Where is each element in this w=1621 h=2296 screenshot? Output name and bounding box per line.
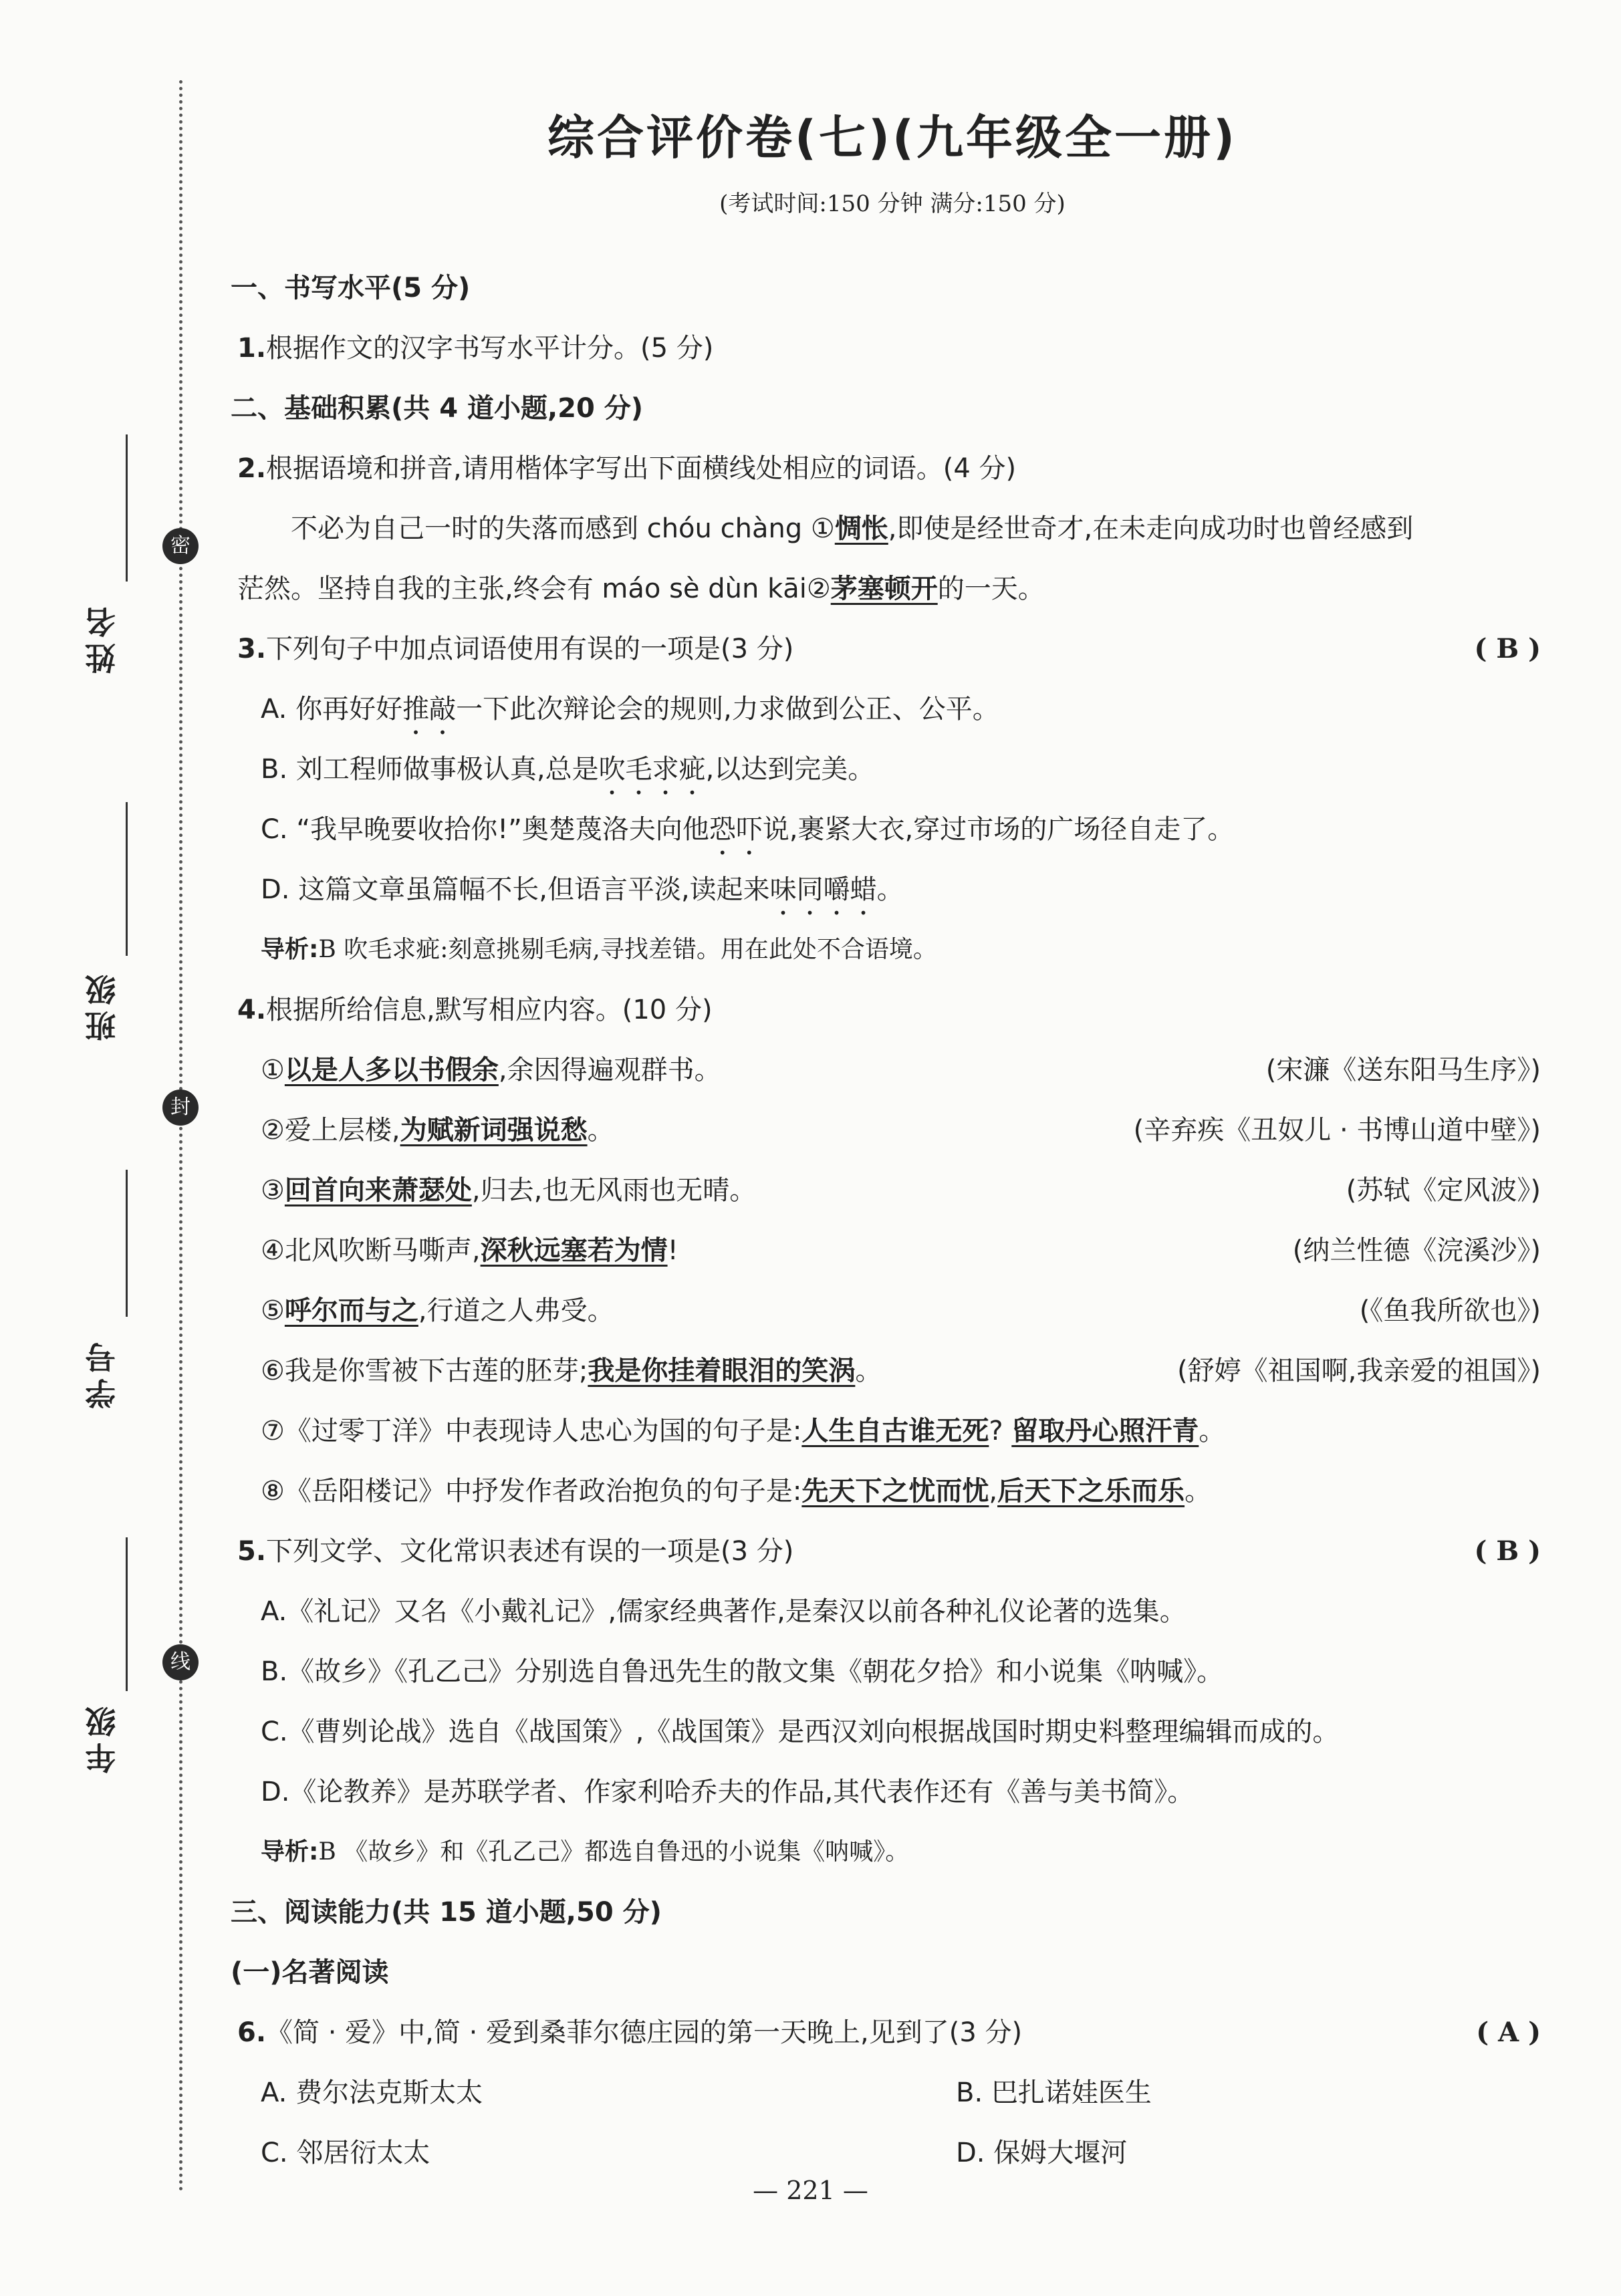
grade-blank-line bbox=[126, 1537, 128, 1691]
option-d bbox=[231, 860, 1554, 920]
dotted-word: 味同嚼蜡 bbox=[769, 874, 877, 905]
analysis-text: B 吹毛求疵:刻意挑剔毛病,寻找差错。用在此处不合语境。 bbox=[318, 936, 937, 963]
option-a bbox=[231, 679, 1554, 739]
answer-phrase: 以是人多以书假余 bbox=[284, 1055, 499, 1086]
recitation-line-4 bbox=[231, 1221, 1554, 1281]
line-text: ②爱上层楼, bbox=[261, 1115, 400, 1146]
answer-word: 茅塞顿开 bbox=[830, 573, 938, 604]
recitation-line-6 bbox=[231, 1341, 1554, 1401]
recitation-line-2 bbox=[231, 1100, 1554, 1160]
option-d: D. 保姆大堰河 bbox=[956, 2138, 1128, 2168]
line-text: ④北风吹断马嘶声, bbox=[261, 1235, 481, 1266]
question-text: 根据所给信息,默写相应内容。(10 分) bbox=[266, 995, 713, 1025]
line-text: ③ bbox=[261, 1175, 285, 1206]
answer-word: 惆怅 bbox=[834, 513, 888, 544]
answer-choice: ( B ) bbox=[1474, 633, 1541, 664]
answer-choice: ( B ) bbox=[1474, 1535, 1541, 1567]
student-id-blank-line bbox=[126, 1170, 128, 1317]
name-blank-line bbox=[126, 434, 128, 582]
source-citation: (《鱼我所欲也》) bbox=[1359, 1295, 1541, 1326]
question-text: 根据语境和拼音,请用楷体字写出下面横线处相应的词语。(4 分) bbox=[266, 453, 1017, 484]
line-text: ⑤ bbox=[261, 1295, 285, 1326]
analysis-text: B 《故乡》和《孔乙己》都选自鲁迅的小说集《呐喊》。 bbox=[318, 1838, 910, 1866]
answer-phrase: 留取丹心照汗青 bbox=[1011, 1416, 1199, 1446]
answer-choice: ( A ) bbox=[1476, 2017, 1541, 2048]
question-text: 下列句子中加点词语使用有误的一项是(3 分) bbox=[266, 634, 794, 664]
seal-feng: 封 bbox=[162, 1090, 199, 1126]
class-label: 班级 bbox=[84, 969, 120, 1041]
question-text: 下列文学、文化常识表述有误的一项是(3 分) bbox=[266, 1536, 794, 1567]
question-6 bbox=[231, 2003, 1554, 2063]
exam-content bbox=[231, 100, 1554, 2183]
seal-xian: 线 bbox=[162, 1644, 199, 1680]
page-subtitle: (考试时间:150 分钟 满分:150 分) bbox=[719, 190, 1066, 217]
option-text: D. 这篇文章虽篇幅不长,但语言平淡,读起来 bbox=[261, 874, 770, 905]
answer-phrase: 回首向来萧瑟处 bbox=[284, 1175, 472, 1206]
option-d: D.《论教养》是苏联学者、作家利哈乔夫的作品,其代表作还有《善与美书简》。 bbox=[261, 1777, 1195, 1807]
line-text: 。 bbox=[1199, 1416, 1226, 1446]
option-text: 一下此次辩论会的规则,力求做到公正、公平。 bbox=[456, 694, 999, 725]
source-citation: (宋濂《送东阳马生序》) bbox=[1265, 1055, 1541, 1086]
page-number: — 221 — bbox=[753, 2176, 868, 2205]
question-number: 2. bbox=[237, 453, 267, 484]
line-text: 。 bbox=[1184, 1476, 1212, 1507]
line-text: ⑥我是你雪被下古莲的胚芽; bbox=[261, 1356, 588, 1386]
line-text: ? bbox=[989, 1416, 1012, 1446]
option-b: B. 巴扎诺娃医生 bbox=[956, 2077, 1152, 2108]
line-text: ① bbox=[261, 1055, 285, 1086]
student-id-label: 学号 bbox=[84, 1337, 120, 1409]
question-3 bbox=[231, 619, 1554, 679]
question-1 bbox=[231, 318, 1554, 378]
option-c: C.《曹刿论战》选自《战国策》,《战国策》是西汉刘向根据战国时期史料整理编辑而成的。 bbox=[261, 1716, 1340, 1747]
source-citation: (辛弃疾《丑奴儿 · 书博山道中壁》) bbox=[1133, 1115, 1541, 1146]
recitation-line-8 bbox=[231, 1461, 1554, 1521]
question-5 bbox=[231, 1521, 1554, 1581]
source-citation: (苏轼《定风波》) bbox=[1346, 1175, 1541, 1206]
section-3-title: 三、阅读能力(共 15 道小题,50 分) bbox=[231, 1897, 662, 1928]
question-text: 《简 · 爱》中,简 · 爱到桑菲尔德庄园的第一天晚上,见到了(3 分) bbox=[266, 2017, 1023, 2048]
analysis-label: 导析: bbox=[261, 936, 319, 963]
option-text: A. 你再好好 bbox=[261, 694, 403, 725]
option-a: A. 费尔法克斯太太 bbox=[261, 2077, 483, 2108]
grade-label: 年级 bbox=[84, 1701, 120, 1773]
answer-phrase: 先天下之忧而忧 bbox=[801, 1476, 989, 1507]
dotted-word: 吹毛求疵 bbox=[598, 754, 706, 785]
section-1-title: 一、书写水平(5 分) bbox=[231, 273, 471, 303]
options-row-2 bbox=[231, 2123, 1554, 2183]
passage-text: 不必为自己一时的失落而感到 chóu chàng ① bbox=[291, 513, 835, 544]
question-2-passage-line-1 bbox=[231, 499, 1554, 559]
passage-text: 的一天。 bbox=[937, 573, 1045, 604]
line-text: 。 bbox=[855, 1356, 882, 1386]
analysis-note bbox=[231, 1822, 1554, 1882]
section-3-subtitle: (一)名著阅读 bbox=[231, 1957, 389, 1988]
answer-phrase: 深秋远塞若为情 bbox=[480, 1235, 668, 1266]
question-number: 5. bbox=[237, 1536, 267, 1567]
analysis-note bbox=[231, 920, 1554, 980]
source-citation: (纳兰性德《浣溪沙》) bbox=[1292, 1235, 1541, 1266]
recitation-line-7 bbox=[231, 1401, 1554, 1461]
analysis-label: 导析: bbox=[261, 1838, 319, 1866]
dotted-word: 恐吓 bbox=[709, 814, 763, 845]
answer-phrase: 人生自古谁无死 bbox=[801, 1416, 989, 1446]
option-c bbox=[231, 799, 1554, 860]
option-text: C. “我早晚要收拾你!”奥楚蔑洛夫向他 bbox=[261, 814, 709, 845]
line-text: ⑦《过零丁洋》中表现诗人忠心为国的句子是: bbox=[261, 1416, 802, 1446]
answer-phrase: 我是你挂着眼泪的笑涡 bbox=[588, 1356, 856, 1386]
recitation-line-5 bbox=[231, 1281, 1554, 1341]
passage-text: 茫然。坚持自我的主张,终会有 máo sè dùn kāi② bbox=[237, 573, 831, 604]
option-text: B. 刘工程师做事极认真,总是 bbox=[261, 754, 599, 785]
class-blank-line bbox=[126, 802, 128, 956]
question-number: 6. bbox=[237, 2017, 267, 2048]
question-number: 3. bbox=[237, 634, 267, 664]
option-text: ,以达到完美。 bbox=[705, 754, 875, 785]
recitation-line-1 bbox=[231, 1040, 1554, 1100]
recitation-line-3 bbox=[231, 1160, 1554, 1221]
seal-mi: 密 bbox=[162, 528, 199, 564]
option-b bbox=[231, 739, 1554, 799]
answer-phrase: 呼尔而与之 bbox=[284, 1295, 418, 1326]
question-number: 1. bbox=[237, 333, 267, 364]
dotted-word: 推敲 bbox=[402, 694, 457, 725]
section-2-title: 二、基础积累(共 4 道小题,20 分) bbox=[231, 393, 644, 424]
option-c: C. 邻居衍太太 bbox=[261, 2138, 430, 2168]
line-text: ⑧《岳阳楼记》中抒发作者政治抱负的句子是: bbox=[261, 1476, 802, 1507]
line-text: ,归去,也无风雨也无晴。 bbox=[471, 1175, 757, 1206]
option-text: 说,裹紧大衣,穿过市场的广场径自走了。 bbox=[762, 814, 1235, 845]
answer-phrase: 为赋新词强说愁 bbox=[400, 1115, 588, 1146]
question-text: 根据作文的汉字书写水平计分。(5 分) bbox=[266, 333, 714, 364]
passage-text: ,即使是经世奇才,在未走向成功时也曾经感到 bbox=[888, 513, 1414, 544]
question-4 bbox=[231, 980, 1554, 1040]
source-citation: (舒婷《祖国啊,我亲爱的祖国》) bbox=[1177, 1356, 1541, 1386]
question-number: 4. bbox=[237, 995, 267, 1025]
name-label: 姓名 bbox=[84, 602, 120, 674]
options-row-1 bbox=[231, 2063, 1554, 2123]
line-text: 。 bbox=[587, 1115, 614, 1146]
line-text: ! bbox=[667, 1235, 678, 1266]
page-title: 综合评价卷(七)(九年级全一册) bbox=[547, 110, 1237, 165]
answer-phrase: 后天下之乐而乐 bbox=[997, 1476, 1185, 1507]
option-a: A.《礼记》又名《小戴礼记》,儒家经典著作,是秦汉以前各种礼仪论著的选集。 bbox=[261, 1596, 1187, 1627]
option-text: 。 bbox=[876, 874, 904, 905]
option-b: B.《故乡》《孔乙己》分别选自鲁迅先生的散文集《朝花夕拾》和小说集《呐喊》。 bbox=[261, 1656, 1224, 1687]
line-text: ,余因得遍观群书。 bbox=[498, 1055, 721, 1086]
line-text: ,行道之人弗受。 bbox=[418, 1295, 614, 1326]
binding-dotted-line bbox=[179, 80, 182, 2192]
question-2 bbox=[231, 438, 1554, 499]
question-2-passage-line-2 bbox=[231, 559, 1554, 619]
line-text: , bbox=[989, 1476, 998, 1507]
